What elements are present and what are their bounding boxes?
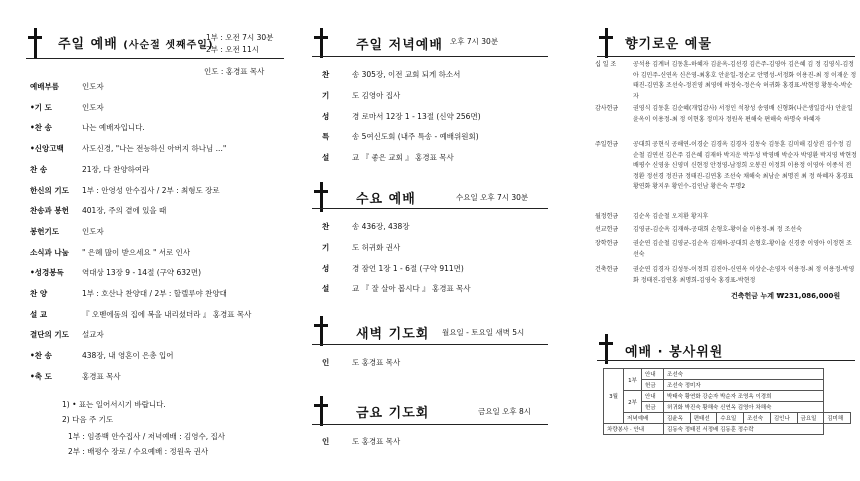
- order-item-value: 송 436장, 438장: [352, 222, 410, 231]
- order-item: [322, 242, 400, 253]
- order-item-label: 찬: [322, 222, 330, 231]
- cross-icon: [599, 28, 613, 58]
- divider: [312, 208, 548, 209]
- offering-names: 권순연 김순철 김영균-김순옥 김재하-공대희 손형호-황이술 신경중 이영아 이정현 조선숙: [633, 240, 852, 258]
- order-item-value: 1부 : 호산나 찬양대 / 2부 : 할렐루야 찬양대: [82, 289, 227, 298]
- offering-names: 김영균-김순옥 김재하-공대희 손형호-황이술 이용정-최 정 조선숙: [633, 226, 802, 233]
- note-4: 2부 : 배평수 장로 / 수요예배 : 정원옥 권사: [68, 447, 209, 456]
- offering-names: 공대희 공현식 공해연-이경순 김경옥 김경자 김동숙 김동훈 김미해 김상진 김수정 김순철 김연선 김은주 김은혜 김재하 박지운 박두성 박영배 박순자 박영환 박지영 박현정 배평수 신영웅 신영미 신현정 안정영-남정희 오봉진 이정희 이용정 이영아 이종석 전정환 정선경 정진규 정태진-김연홍 조선숙 채해숙 최남순 최명진 최 정 하혜자 홍경표 황연화 황지우 황인수-김인남 황은숙 무명2: [633, 141, 857, 190]
- order-item: [322, 221, 410, 232]
- offering-names: 공석용 김계녀 김동훈-하혜자 김윤옥-김선경 김은주-김영아 김은혜 김 정 김영식-김정아 김민주-신연옥 신은영-최홍호 안윤일-정순교 안명성-서정화 이용진-최 정 이재운 정태진-김연홍 조선숙-정진영 최영애 하정숙-정은숙 허귀화 홍경표-박현정 황동숙-박순자: [633, 61, 857, 100]
- dawn-prayer-time: 월요일 - 토요일 새벽 5시: [442, 328, 525, 337]
- order-item: [322, 152, 454, 163]
- order-item-value: 『 오벧에돔의 집에 복을 내리셨더라 』 홍경표 목사: [82, 309, 252, 319]
- volunteer-month: 3월: [604, 369, 624, 424]
- offering-entry: [595, 104, 857, 125]
- cross-icon: [28, 28, 42, 58]
- order-item-label: 결단의 기도: [30, 330, 69, 340]
- volunteer-table: [603, 368, 851, 435]
- cross-icon: [314, 28, 328, 58]
- dawn-prayer-title: 새벽 기도회: [356, 327, 430, 342]
- volunteer-cell: 금요일: [797, 413, 824, 424]
- order-item: [322, 283, 471, 294]
- order-item: [30, 371, 121, 382]
- evening-worship-title: 주일 저녁예배: [356, 38, 443, 53]
- offering-entry: [595, 265, 857, 286]
- sunday-leader: 인도 : 홍경표 목사: [204, 67, 265, 76]
- order-item-value: 역대상 13장 9 - 14절 (구약 632면): [82, 268, 201, 278]
- sunday-time-2: 2부 : 오전 11시: [206, 45, 259, 54]
- table-row: [604, 424, 851, 435]
- divider: [312, 424, 548, 425]
- order-item: [30, 267, 201, 278]
- table-row: [604, 413, 851, 424]
- volunteer-names: 김동숙 정태진 서정배 김동훈 정수락: [664, 424, 824, 435]
- table-row: [604, 380, 851, 391]
- offering-label: 선교헌금: [595, 226, 619, 233]
- order-item-label: 인: [322, 437, 330, 446]
- sunday-time-1: 1부 : 오전 7시 30분: [206, 33, 274, 42]
- order-item-value: 송 5여신도회 (내주 특송 - 예배위원회): [352, 132, 479, 142]
- volunteer-cell: 편태선: [690, 413, 717, 424]
- note-1: 1) • 표는 일어서시기 바랍니다.: [62, 400, 166, 409]
- cross-icon: [314, 316, 328, 346]
- order-item-label: 설: [322, 284, 330, 294]
- order-item: [30, 102, 104, 113]
- order-item: [322, 90, 400, 101]
- order-item-label: 성: [322, 263, 330, 273]
- order-item-label: 찬 송: [30, 164, 48, 174]
- cross-icon: [314, 396, 328, 426]
- divider: [597, 360, 855, 361]
- volunteer-cell: 수요일: [717, 413, 744, 424]
- order-item-label: •찬 송: [30, 123, 52, 133]
- offering-names: 김순옥 김순철 오지환 황지후: [633, 213, 709, 220]
- order-item: [322, 263, 464, 274]
- divider: [312, 344, 548, 345]
- order-item: [30, 205, 166, 216]
- order-item-label: 찬 양: [30, 289, 48, 298]
- volunteer-names: 허귀화 박진숙 황해숙 신연옥 김영아 차해숙: [664, 402, 824, 413]
- table-row: [604, 369, 851, 380]
- table-row: [604, 391, 851, 402]
- volunteer-names: 조선숙: [664, 369, 824, 380]
- order-item: [322, 357, 400, 368]
- order-item-label: •신앙고백: [30, 144, 64, 154]
- order-item-label: •찬 송: [30, 351, 52, 361]
- order-item-value: 1부 : 안영성 안수집사 / 2부 : 최형도 장로: [82, 185, 220, 195]
- order-item-value: 401장, 주의 곁에 있을 때: [82, 206, 167, 216]
- volunteer-cell: 김인나: [770, 413, 797, 424]
- order-item-value: " 은혜 많이 받으세요 " 서로 인사: [82, 247, 191, 257]
- note-3: 1부 : 임종백 안수집사 / 저녁예배 : 김영수, 집사: [68, 432, 225, 441]
- order-item: [322, 111, 481, 122]
- volunteers-title: 예배 · 봉사위원: [625, 345, 724, 360]
- building-fund-total: 건축헌금 누계 ₩231,086,000원: [731, 292, 841, 300]
- order-item: [30, 350, 173, 361]
- volunteer-part: 1부: [624, 369, 642, 391]
- wednesday-worship-title: 수요 예배: [356, 192, 416, 207]
- order-item-label: 찬: [322, 70, 330, 79]
- sunday-worship-title: 주일 예배 (사순절 셋째주일): [58, 37, 214, 52]
- order-item: [30, 81, 104, 92]
- order-item-value: 홍경표 목사: [82, 371, 121, 381]
- order-item-label: 찬송과 봉헌: [30, 206, 69, 216]
- order-item-value: 송 305장, 이전 교회 되게 하소서: [352, 70, 461, 79]
- divider: [26, 58, 284, 59]
- sunday-worship-subtitle: (사순절 셋째주일): [123, 40, 214, 51]
- order-item: [30, 309, 251, 320]
- order-item-value: 21장, 다 찬양하여라: [82, 164, 150, 174]
- order-item: [322, 131, 479, 142]
- order-item-label: 특: [322, 132, 330, 142]
- note-2: 2) 다음 주 기도: [62, 415, 114, 424]
- offering-label: 주일헌금: [595, 141, 619, 148]
- offering-names: 권순연 김경자 김성동-이정희 김진아-신연옥 이상순-손영자 이용정-최 정 이용정-박영화 정태진-김연홍 최명희-김영숙 홍경표-박현정: [633, 266, 855, 284]
- order-item: [30, 143, 226, 154]
- evening-worship-time: 오후 7시 30분: [450, 37, 499, 46]
- order-item-label: 설: [322, 153, 330, 163]
- offering-names: 권영식 김동훈 김순혜(개업감사) 서정인 석창성 송영배 신형화(나은생일감사) 안윤일 윤옥이 이용정-최 정 이현홍 정미자 정원옥 편해숙 편해숙 하명숙 하혜자: [633, 105, 853, 123]
- order-item: [30, 329, 104, 340]
- order-item-label: •성경봉독: [30, 268, 64, 278]
- order-item-label: 기: [322, 90, 330, 100]
- volunteer-cell: 저녁예배: [624, 413, 664, 424]
- order-item-value: 438장, 내 영혼이 은총 입어: [82, 351, 174, 361]
- order-item: [30, 164, 149, 175]
- volunteer-names: 박태숙 황연화 강순자 박순자 조영옥 이경희: [664, 391, 824, 402]
- order-item-value: 인도자: [82, 82, 104, 91]
- volunteer-role: 안내: [642, 391, 664, 402]
- volunteer-role: 헌금: [642, 402, 664, 413]
- volunteer-names: 조선숙 정미자: [664, 380, 824, 391]
- order-item-label: 인: [322, 358, 330, 367]
- friday-prayer-title: 금요 기도회: [356, 406, 430, 421]
- offering-label: 월정헌금: [595, 213, 619, 220]
- volunteer-role: 안내: [642, 369, 664, 380]
- order-item-value: 인도자: [82, 226, 104, 236]
- offerings-title: 향기로운 예물: [625, 37, 712, 52]
- order-item-label: 봉헌기도: [30, 226, 59, 236]
- offering-entry: [595, 212, 857, 223]
- order-item-value: 교 『 좋은 교회 』 홍경표 목사: [352, 153, 454, 163]
- order-item-value: 인도자: [82, 102, 104, 112]
- order-item-value: 설교자: [82, 330, 104, 340]
- order-item-value: 경 잠언 1장 1 - 6절 (구약 911면): [352, 263, 464, 273]
- volunteer-cell: 조선숙: [744, 413, 771, 424]
- offering-entry: [595, 60, 857, 102]
- offering-label: 십 일 조: [595, 61, 617, 68]
- order-item-label: 한신의 기도: [30, 185, 69, 195]
- offering-label: 감사헌금: [595, 105, 619, 112]
- offering-entry: [595, 239, 857, 260]
- order-item: [30, 247, 190, 258]
- order-item-label: •축 도: [30, 371, 52, 381]
- sunday-worship-column: [0, 0, 290, 481]
- volunteer-cell: 김윤옥: [664, 413, 691, 424]
- divider: [597, 56, 855, 57]
- order-item-value: 도 홍경표 목사: [352, 358, 401, 367]
- order-item-label: 성: [322, 111, 330, 121]
- offering-label: 건축헌금: [595, 266, 619, 273]
- order-item-label: 소식과 나눔: [30, 247, 69, 257]
- order-item-label: 설 교: [30, 309, 48, 319]
- order-item-value: 도 김영아 집사: [352, 90, 401, 100]
- wednesday-worship-time: 수요일 오후 7시 30분: [456, 193, 529, 202]
- offering-label: 장학헌금: [595, 240, 619, 247]
- order-item-label: 기: [322, 242, 330, 252]
- friday-prayer-time: 금요일 오후 8시: [478, 407, 532, 416]
- volunteer-cell: 차량봉사 · 안내: [604, 424, 664, 435]
- order-item: [30, 185, 220, 196]
- order-item-value: 경 로마서 12장 1 - 13절 (신약 256면): [352, 111, 481, 121]
- order-item-label: 예배부름: [30, 82, 59, 91]
- offerings-column: [585, 0, 860, 481]
- order-item-value: 사도신경, "나는 전능하신 아버지 하나님 ...": [82, 144, 227, 154]
- order-item-value: 도 홍경표 목사: [352, 437, 401, 446]
- order-item-label: •기 도: [30, 102, 52, 112]
- order-item: [30, 122, 145, 133]
- offering-entry: [595, 225, 857, 236]
- order-item: [30, 226, 104, 237]
- divider: [312, 56, 548, 57]
- table-row: [604, 402, 851, 413]
- order-item: [30, 288, 227, 299]
- order-item-value: 나는 예배자입니다.: [82, 123, 145, 133]
- volunteer-part: 2부: [624, 391, 642, 413]
- volunteer-cell: 김미해: [824, 413, 851, 424]
- order-item-value: 도 허귀화 권사: [352, 242, 401, 252]
- other-services-column: [300, 0, 555, 481]
- volunteer-role: 헌금: [642, 380, 664, 391]
- order-item: [322, 436, 400, 447]
- offering-entry: [595, 140, 857, 193]
- order-item: [322, 69, 460, 80]
- order-item-value: 교 『 잘 살아 봅시다 』 홍경표 목사: [352, 284, 471, 294]
